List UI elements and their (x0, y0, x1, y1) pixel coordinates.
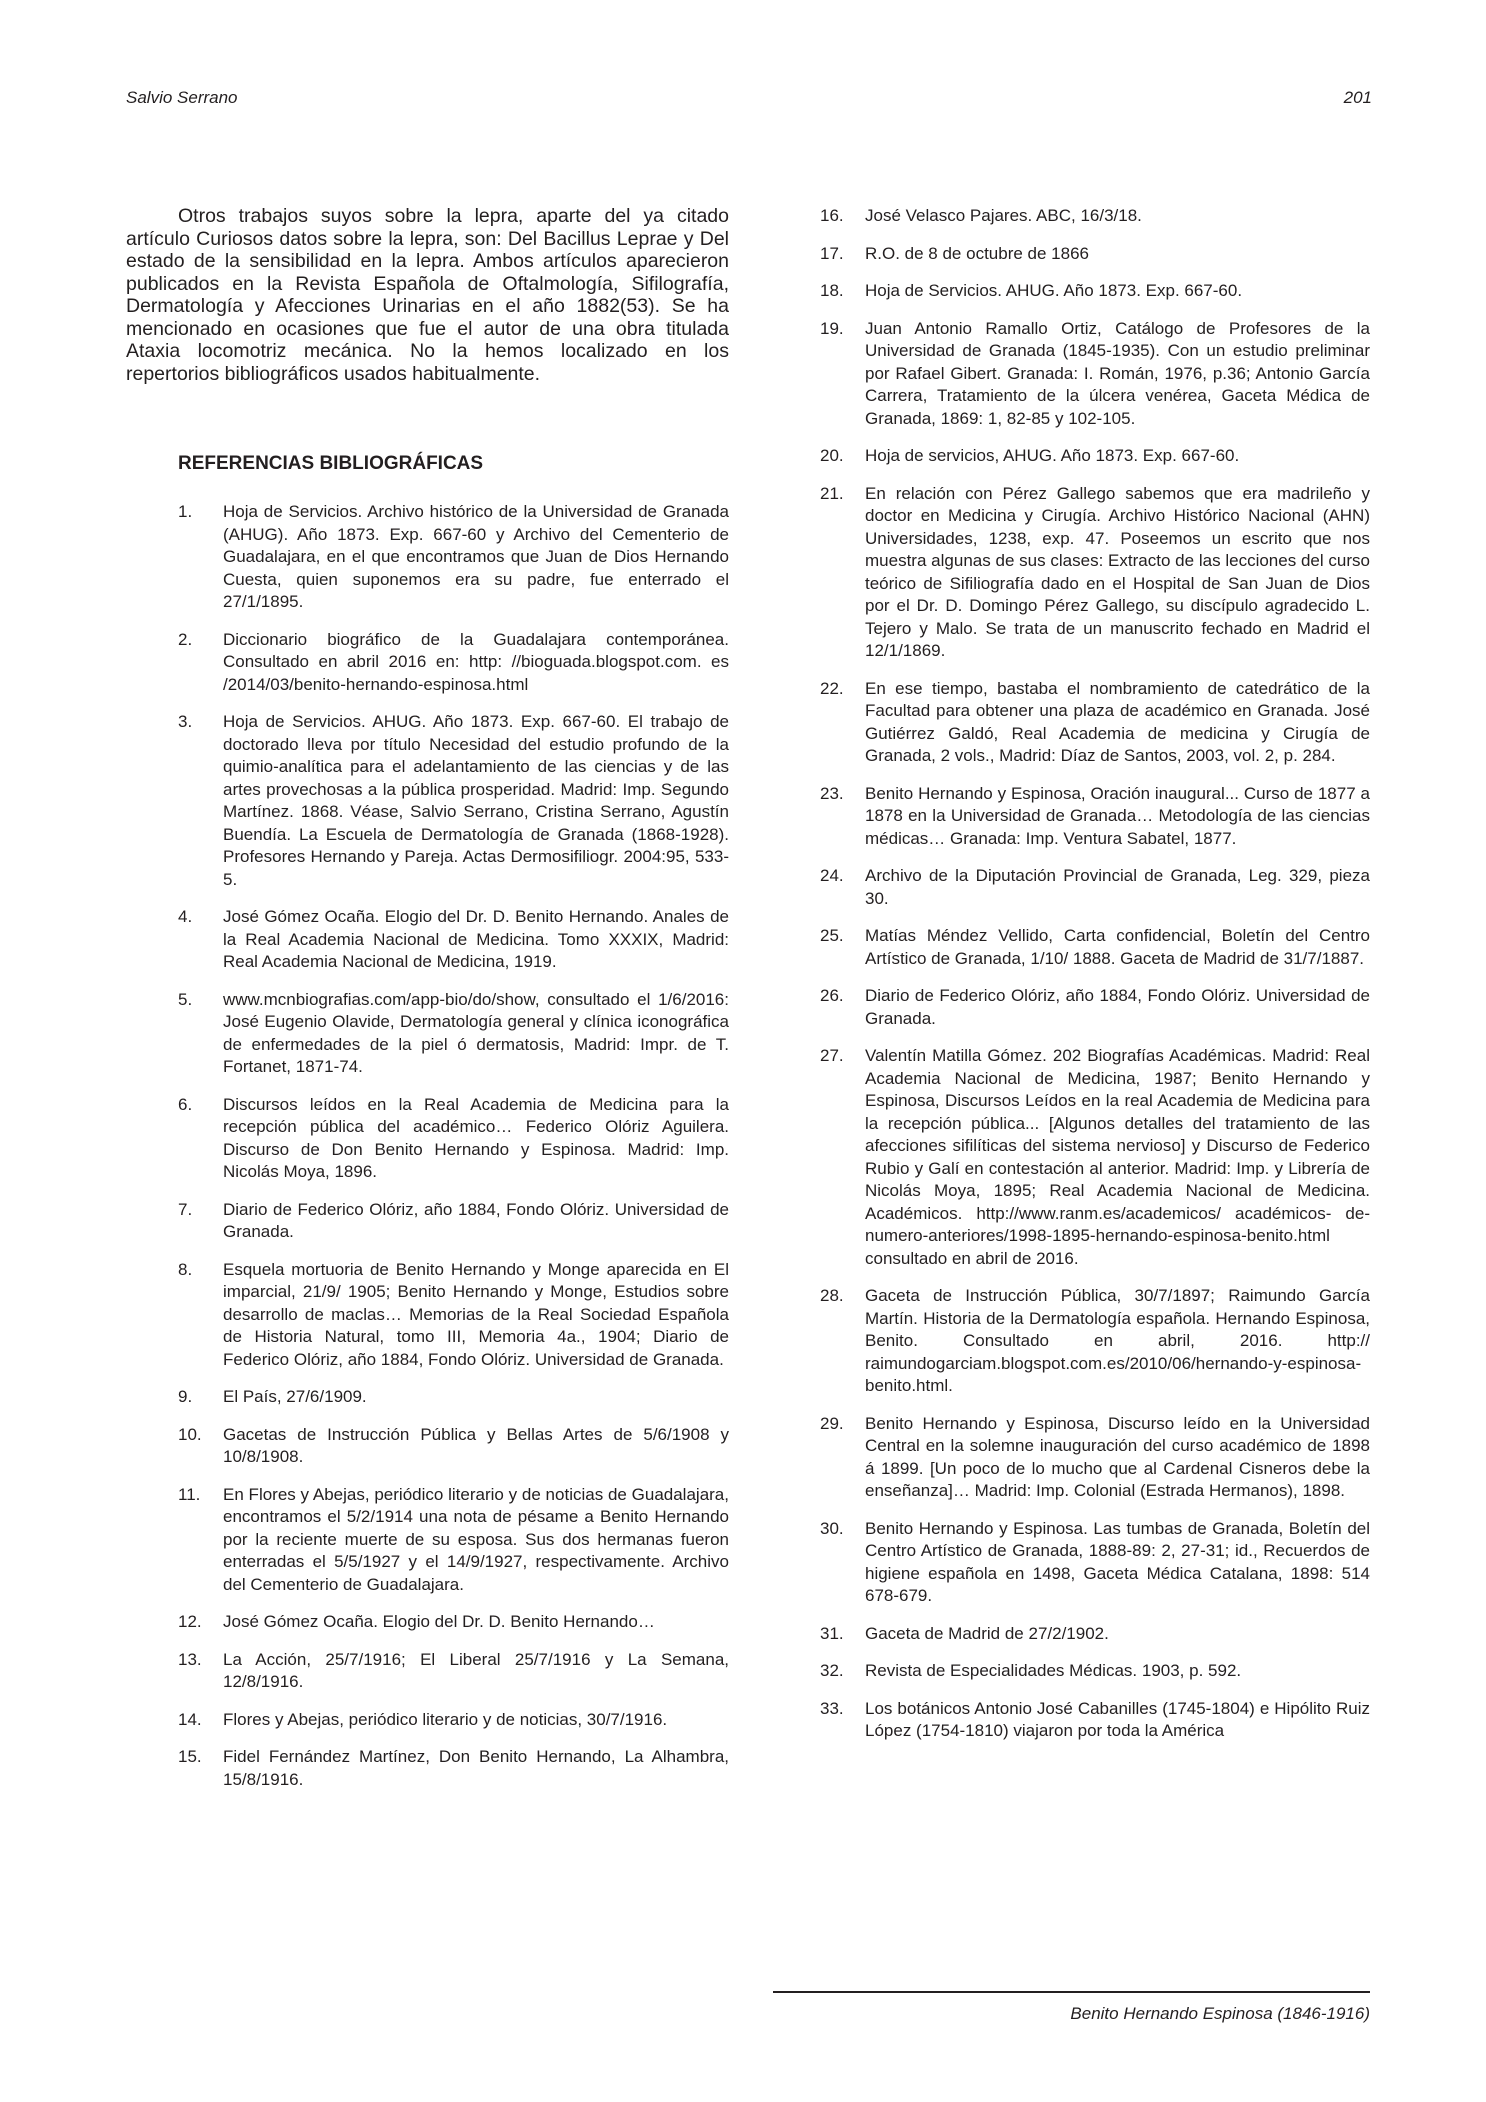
reference-number: 12. (178, 1612, 202, 1631)
reference-item (820, 1698, 1370, 1743)
reference-item (820, 865, 1370, 910)
reference-number: 1. (178, 502, 193, 521)
reference-number: 20. (820, 446, 844, 465)
reference-item (820, 678, 1370, 768)
reference-item (126, 1746, 729, 1791)
reference-text: En ese tiempo, bastaba el nombramiento de catedrático de la Facultad para obtener una plaza de académico en Granada. José Gutiérrez Galdó, Real Academia de medicina y Cirugía de Granada, 2 vols., Madrid: Díaz de Santos, 2003, vol. 2, p. 284. (865, 678, 1370, 765)
reference-number: 17. (820, 243, 844, 263)
references-heading: REFERENCIAS BIBLIOGRÁFICAS (178, 453, 484, 474)
reference-item (820, 205, 1370, 228)
reference-text: Hoja de Servicios. AHUG. Año 1873. Exp. 667-60. (865, 281, 1243, 300)
reference-number: 21. (820, 483, 844, 503)
reference-text: www.mcnbiografias.com/app-bio/do/show, consultado el 1/6/2016: José Eugenio Olavide, Dermatología general y clínica iconográfica de enfermedades de la piel ó dermatosis, Madrid: Impr. de T. Fortanet, 1871-74. (223, 989, 729, 1076)
reference-number: 22. (820, 678, 844, 698)
reference-item (820, 783, 1370, 851)
reference-number: 8. (178, 1259, 193, 1279)
reference-item (820, 1623, 1370, 1646)
reference-text: Benito Hernando y Espinosa, Oración inaugural... Curso de 1877 a 1878 en la Universidad de Granada… Metodología de las ciencias médicas… Granada: Imp. Ventura Sabatel, 1877. (865, 783, 1370, 848)
intro-paragraph: Otros trabajos suyos sobre la lepra, aparte del ya citado artículo Curiosos datos sobre la lepra, son: Del Bacillus Leprae y Del estado de la sensibilidad en la lepra. Ambos artículos aparecieron publicados en la Revista Española de Oftalmología, Sifilografía, Dermatología y Afecciones Urinarias en el año 1882(53). Se ha mencionado en ocasiones que fue el autor de una obra titulada Ataxia locomotriz mecánica. No la hemos localizado en los repertorios bibliográficos usados habitualmente. (126, 205, 729, 385)
reference-text: José Gómez Ocaña. Elogio del Dr. D. Benito Hernando. Anales de la Real Academia Nacional de Medicina. Tomo XXXIX, Madrid: Real Academia Nacional de Medicina, 1919. (223, 907, 729, 971)
reference-number: 13. (178, 1649, 202, 1669)
reference-text: El País, 27/6/1909. (223, 1387, 367, 1406)
reference-item (820, 1285, 1370, 1398)
reference-text: Benito Hernando y Espinosa. Las tumbas de Granada, Boletín del Centro Artístico de Granada, 1888-89: 2, 27-31; id., Recuerdos de higiene española en 1498, Gaceta Médica Catalana, 1898: 514 678-679. (865, 1518, 1370, 1605)
reference-text: Hoja de Servicios. AHUG. Año 1873. Exp. 667-60. El trabajo de doctorado lleva por título Necesidad del estudio profundo de la quimio-analítica para el adelantamiento de las ciencias y de las artes provechosas a la pública prosperidad. Madrid: Imp. Segundo Martínez. 1868. Véase, Salvio Serrano, Cristina Serrano, Agustín Buendía. La Escuela de Dermatología de Granada (1868-1928). Profesores Hernando y Pareja. Actas Dermosifiliogr. 2004:95, 533-5. (223, 712, 729, 889)
reference-number: 32. (820, 1661, 844, 1680)
reference-text: R.O. de 8 de octubre de 1866 (865, 243, 1089, 263)
reference-number: 6. (178, 1094, 193, 1114)
reference-number: 18. (820, 281, 844, 300)
reference-number: 7. (178, 1199, 193, 1219)
reference-item (126, 501, 729, 614)
reference-item (820, 483, 1370, 663)
reference-text: Discursos leídos en la Real Academia de Medicina para la recepción pública del académico… Federico Olóriz Aguilera. Discurso de Don Benito Hernando y Espinosa. Madrid: Imp. Nicolás Moya, 1896. (223, 1094, 729, 1181)
reference-item (126, 1611, 729, 1634)
reference-item (820, 280, 1370, 303)
reference-number: 25. (820, 926, 844, 945)
references-list-left (126, 501, 729, 1791)
right-column (820, 205, 1370, 1758)
reference-item (820, 1660, 1370, 1683)
reference-number: 19. (820, 318, 844, 338)
reference-number: 5. (178, 989, 193, 1009)
reference-item (126, 1386, 729, 1409)
reference-item (126, 1199, 729, 1244)
running-footer-title: Benito Hernando Espinosa (1846-1916) (1070, 2004, 1370, 2023)
reference-number: 23. (820, 783, 844, 803)
reference-text: Valentín Matilla Gómez. 202 Biografías Académicas. Madrid: Real Academia Nacional de Medicina, 1987; Benito Hernando y Espinosa, Discursos Leídos en la real Academia de Medicina para la recepción pública... [Algunos detalles del tratamiento de las afecciones sifilíticas del sistema nervioso] y Discurso de Federico Rubio y Galí en contestación al anterior. Madrid: Imp. y Librería de Nicolás Moya, 1895; Real Academia Nacional de Medicina. Académicos. http://www.ranm.es/academicos/ académicos- de-numero-anteriores/1998-1895-hernando-espinosa-benito.html consultado en abril de 2016. (865, 1046, 1370, 1268)
reference-text: Revista de Especialidades Médicas. 1903, p. 592. (865, 1661, 1242, 1680)
reference-number: 4. (178, 907, 193, 926)
reference-item (126, 1649, 729, 1694)
reference-text: Benito Hernando y Espinosa, Discurso leído en la Universidad Central en la solemne inauguración del curso académico de 1898 á 1899. [Un poco de lo mucho que al Cardenal Cisneros debe la enseñanza]… Madrid: Imp. Colonial (Estrada Hermanos), 1898. (865, 1413, 1370, 1500)
reference-number: 24. (820, 866, 844, 885)
reference-number: 30. (820, 1518, 844, 1538)
reference-number: 2. (178, 629, 193, 649)
reference-item (126, 1094, 729, 1184)
reference-text: En Flores y Abejas, periódico literario y de noticias de Guadalajara, encontramos el 5/2/1914 una nota de pésame a Benito Hernando por la reciente muerte de su esposa. Sus dos hermanas fueron enterradas el 5/5/1927 y el 14/9/1927, respectivamente. Archivo del Cementerio de Guadalajara. (223, 1484, 729, 1594)
reference-text: José Velasco Pajares. ABC, 16/3/18. (865, 206, 1142, 225)
reference-text: Gacetas de Instrucción Pública y Bellas Artes de 5/6/1908 y 10/8/1908. (223, 1424, 729, 1466)
reference-item (126, 906, 729, 974)
reference-number: 26. (820, 986, 844, 1005)
reference-text: Esquela mortuoria de Benito Hernando y Monge aparecida en El imparcial, 21/9/ 1905; Benito Hernando y Monge, Estudios sobre desarrollo de maclas… Memorias de la Real Sociedad Española de Historia Natural, tomo III, Memoria 4a., 1904; Diario de Federico Olóriz, año 1884, Fondo Olóriz. Universidad de Granada. (223, 1259, 729, 1369)
reference-item (126, 1484, 729, 1597)
reference-item (820, 1045, 1370, 1270)
running-header-author: Salvio Serrano (126, 88, 238, 107)
reference-number: 33. (820, 1698, 844, 1718)
reference-item (126, 1259, 729, 1372)
reference-number: 16. (820, 206, 844, 225)
reference-item (820, 1518, 1370, 1608)
reference-number: 11. (178, 1484, 201, 1504)
reference-number: 29. (820, 1413, 844, 1433)
reference-text: Juan Antonio Ramallo Ortiz, Catálogo de Profesores de la Universidad de Granada (1845-1935). Con un estudio preliminar por Rafael Gibert. Granada: I. Román, 1976, p.36; Antonio García Carrera, Tratamiento de la úlcera venérea, Gaceta Médica de Granada, 1869: 1, 82-85 y 102-105. (865, 318, 1370, 428)
reference-text: La Acción, 25/7/1916; El Liberal 25/7/1916 y La Semana, 12/8/1916. (223, 1649, 729, 1691)
reference-item (820, 445, 1370, 468)
reference-text: Hoja de servicios, AHUG. Año 1873. Exp. 667-60. (865, 446, 1240, 465)
reference-item (820, 243, 1370, 266)
reference-text: En relación con Pérez Gallego sabemos que era madrileño y doctor en Medicina y Cirugía. Archivo Histórico Nacional (AHN) Universidades, 1238, exp. 47. Poseemos un escrito que nos muestra algunas de sus clases: Extracto de las lecciones del curso teórico de Sifiliografía dado en el Hospital de San Juan de Dios por el Dr. D. Domingo Pérez Gallego, su discípulo agradecido L. Tejero y Malo. Se trata de un manuscrito fechado en Madrid el 12/1/1869. (865, 483, 1370, 660)
reference-item (126, 711, 729, 891)
reference-item (820, 985, 1370, 1030)
reference-text: Hoja de Servicios. Archivo histórico de la Universidad de Granada (AHUG). Año 1873. Exp. 667-60 y Archivo del Cementerio de Guadalajara, en el que encontramos que Juan de Dios Hernando Cuesta, quien suponemos era su padre, fue enterrado el 27/1/1895. (223, 502, 729, 611)
reference-number: 14. (178, 1709, 202, 1729)
reference-number: 9. (178, 1387, 193, 1406)
reference-text: Flores y Abejas, periódico literario y de noticias, 30/7/1916. (223, 1709, 668, 1729)
reference-text: Matías Méndez Vellido, Carta confidencial, Boletín del Centro Artístico de Granada, 1/10/ 1888. Gaceta de Madrid de 31/7/1887. (865, 926, 1370, 968)
reference-text: Archivo de la Diputación Provincial de Granada, Leg. 329, pieza 30. (865, 866, 1370, 908)
reference-text: Los botánicos Antonio José Cabanilles (1745-1804) e Hipólito Ruiz López (1754-1810) viajaron por toda la América (865, 1698, 1370, 1740)
reference-item (126, 989, 729, 1079)
left-column (126, 205, 729, 1806)
reference-number: 3. (178, 712, 193, 731)
reference-text: Diario de Federico Olóriz, año 1884, Fondo Olóriz. Universidad de Granada. (865, 986, 1370, 1028)
reference-text: Fidel Fernández Martínez, Don Benito Hernando, La Alhambra, 15/8/1916. (223, 1747, 729, 1789)
footer-rule (773, 1991, 1370, 1993)
reference-number: 27. (820, 1046, 844, 1065)
reference-text: Diccionario biográfico de la Guadalajara contemporánea. Consultado en abril 2016 en: http: //bioguada.blogspot.com. es /2014/03/benito-hernando-espinosa.html (223, 629, 729, 694)
reference-text: Diario de Federico Olóriz, año 1884, Fondo Olóriz. Universidad de Granada. (223, 1199, 729, 1241)
reference-number: 28. (820, 1286, 844, 1305)
reference-item (126, 1709, 729, 1732)
reference-text: Gaceta de Instrucción Pública, 30/7/1897; Raimundo García Martín. Historia de la Dermatología española. Hernando Espinosa, Benito. Consultado en abril, 2016. http:// raimundogarciam.blogspot.com.es/2010/06/hernando-y-espinosa-benito.html. (865, 1286, 1370, 1395)
reference-text: José Gómez Ocaña. Elogio del Dr. D. Benito Hernando… (223, 1612, 655, 1631)
reference-item (820, 1413, 1370, 1503)
page-number: 201 (1343, 88, 1372, 107)
references-list-right (820, 205, 1370, 1743)
reference-text: Gaceta de Madrid de 27/2/1902. (865, 1623, 1109, 1643)
reference-item (126, 629, 729, 697)
reference-item (126, 1424, 729, 1469)
reference-item (820, 925, 1370, 970)
reference-number: 10. (178, 1424, 202, 1444)
reference-number: 15. (178, 1747, 202, 1766)
reference-item (820, 318, 1370, 431)
reference-number: 31. (820, 1623, 844, 1643)
